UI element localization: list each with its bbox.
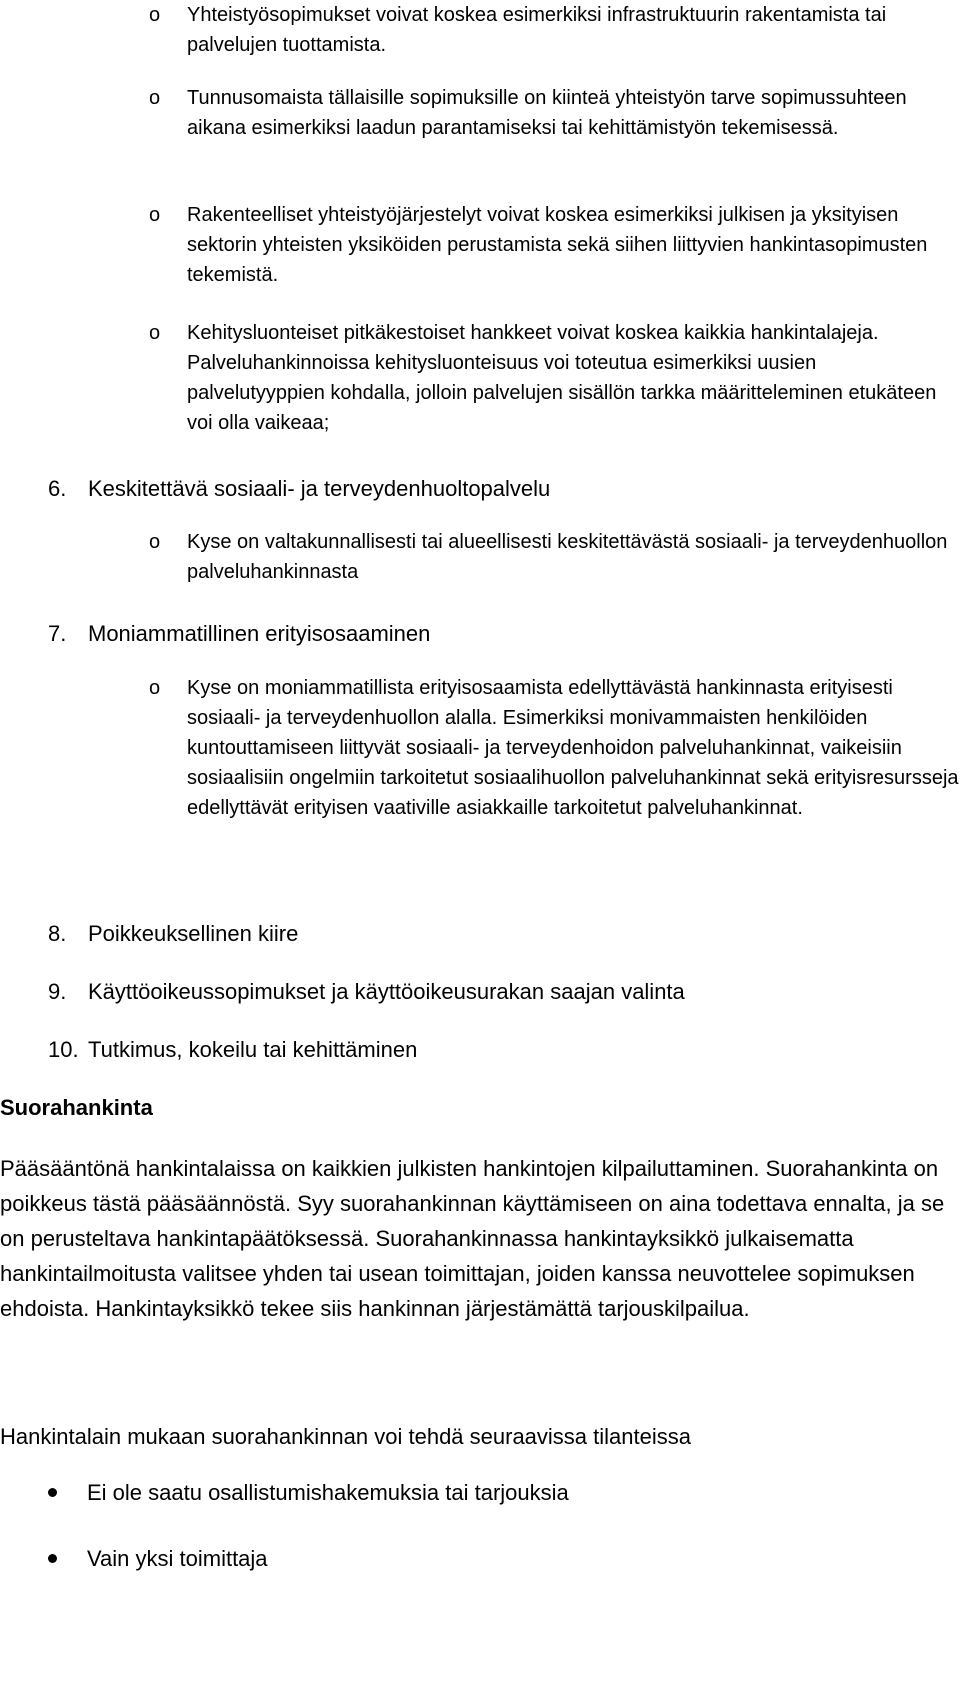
list-marker: o: [149, 4, 161, 26]
item-number: 9.: [48, 979, 67, 1004]
bullet-icon: [48, 1488, 57, 1497]
item-number: 6.: [48, 476, 67, 501]
item-number: 7.: [48, 621, 67, 646]
bullet-item: [48, 1477, 569, 1509]
body-paragraph: Hankintalain mukaan suorahankinnan voi tehdä seuraavissa tilanteissa: [0, 1424, 691, 1449]
list-item-text: Kyse on valtakunnallisesti tai alueellisesti keskitettävästä sosiaali- ja terveydenhuollon palveluhankinnasta: [187, 531, 948, 583]
item-number: 8.: [48, 921, 67, 946]
item-title: Käyttöoikeussopimukset ja käyttöoikeusurakan saajan valinta: [88, 979, 685, 1004]
section-heading: Suorahankinta: [0, 1095, 153, 1120]
item-number: 10.: [48, 1037, 79, 1062]
list-marker: o: [149, 677, 161, 699]
bullet-icon: [48, 1554, 57, 1563]
item-title: Keskitettävä sosiaali- ja terveydenhuoltopalvelu: [88, 476, 551, 501]
numbered-item-6: [48, 473, 550, 505]
list-marker: o: [149, 204, 161, 226]
item-title: Poikkeuksellinen kiire: [88, 921, 299, 946]
item-title: Tutkimus, kokeilu tai kehittäminen: [88, 1037, 418, 1062]
bullet-item: [48, 1543, 268, 1575]
list-item-text: Yhteistyösopimukset voivat koskea esimerkiksi infrastruktuurin rakentamista tai palvelujen tuottamista.: [187, 4, 887, 56]
list-item-text: Tunnusomaista tällaisille sopimuksille on kiinteä yhteistyön tarve sopimussuhteen aikana esimerkiksi laadun parantamiseksi tai kehittämistyön tekemisessä.: [187, 87, 907, 139]
list-item-text: Rakenteelliset yhteistyöjärjestelyt voivat koskea esimerkiksi julkisen ja yksityisen sektorin yhteisten yksiköiden perustamista sekä siihen liittyvien hankintasopimusten tekemistä.: [187, 204, 928, 286]
list-item-text: Kehitysluonteiset pitkäkestoiset hankkeet voivat koskea kaikkia hankintalajeja. Palveluhankinnoissa kehitysluonteisuus voi toteutua esimerkiksi uusien palvelutyyppien kohdalla, jolloin palvelujen sisällön tarkka määritteleminen etukäteen voi olla vaikeaa;: [187, 322, 937, 434]
item-title: Moniammatillinen erityisosaaminen: [88, 621, 431, 646]
bullet-text: Ei ole saatu osallistumishakemuksia tai tarjouksia: [87, 1480, 569, 1505]
numbered-item-7: [48, 618, 430, 650]
list-item-text: Kyse on moniammatillista erityisosaamista edellyttävästä hankinnasta erityisesti sosiaali- ja terveydenhuollon alalla. Esimerkiksi monivammaisten henkilöiden kuntouttamiseen liittyvät sosiaali- ja terveydenhoidon palveluhankinnat, vaikeisiin sosiaalisiin ongelmiin tarkoitetut sosiaalihuollon palveluhankinnat sekä erityisresursseja edellyttävät erityisen vaativille asiakkaille tarkoitetut palveluhankinnat.: [187, 677, 959, 819]
list-marker: o: [149, 531, 161, 553]
numbered-item-8: [48, 918, 298, 950]
numbered-item-10: [48, 1034, 417, 1066]
numbered-item-9: [48, 976, 685, 1008]
body-paragraph: Pääsääntönä hankintalaissa on kaikkien julkisten hankintojen kilpailuttaminen. Suorahankinta on poikkeus tästä pääsäännöstä. Syy suorahankinnan käyttämiseen on aina todettava ennalta, ja se on perusteltava hankintapäätöksessä. Suorahankinnassa hankintayksikkö julkaisematta hankintailmoitusta valitsee yhden tai usean toimittajan, joiden kanssa neuvottelee sopimuksen ehdoista. Hankintayksikkö tekee siis hankinnan järjestämättä tarjouskilpailua.: [0, 1156, 945, 1321]
bullet-text: Vain yksi toimittaja: [87, 1546, 268, 1571]
list-marker: o: [149, 87, 161, 109]
list-marker: o: [149, 322, 161, 344]
